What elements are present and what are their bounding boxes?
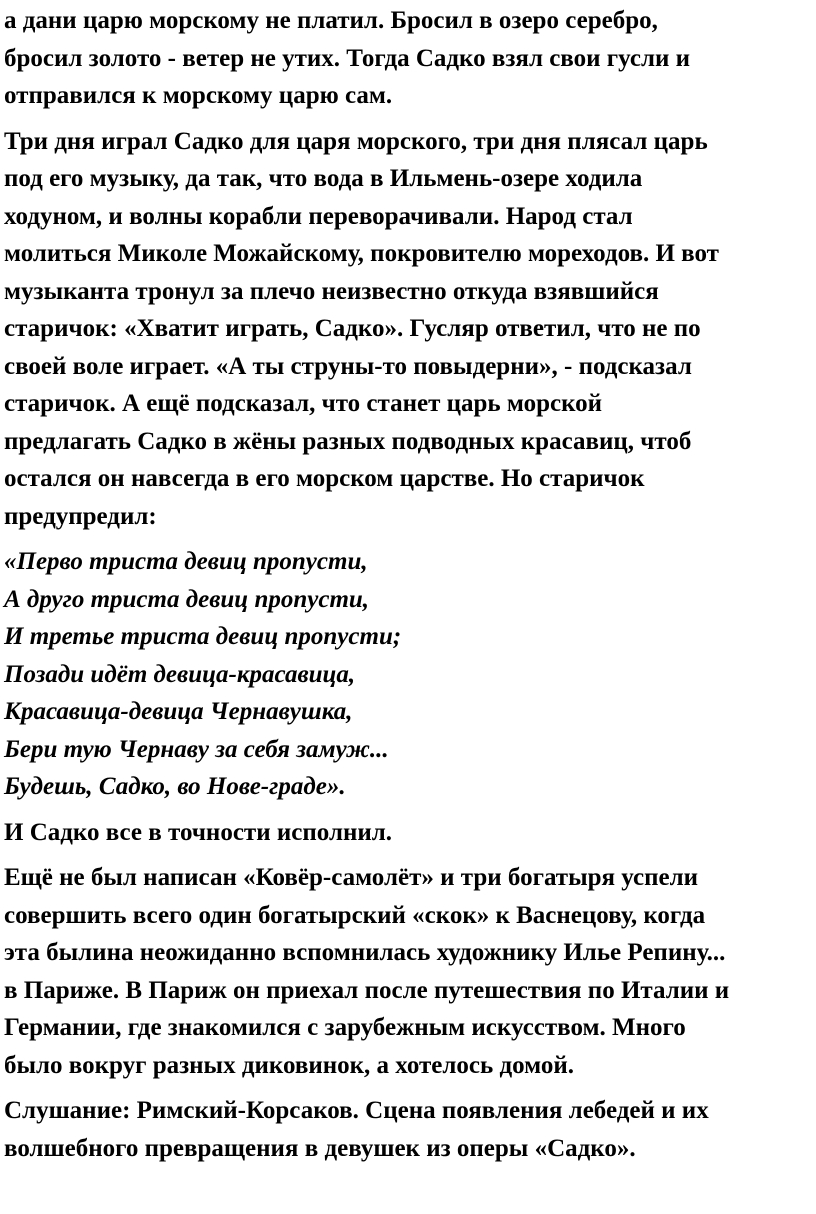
paragraph-repin [4,859,816,1084]
text-line: остался он навсегда в его морском царстве. Но старичок [4,465,645,492]
text-line: предлагать Садко в жёны разных подводных красавиц, чтоб [4,427,692,455]
poem-line: Позади идёт девица-красавица, [4,660,356,688]
text-line: своей воле играет. «А ты струны-то повыдерни», - подсказал [4,352,692,380]
text-line: эта былина неожиданно вспомнилась художнику Илье Репину... [4,939,726,966]
text-line: бросил золото - ветер не утих. Тогда Садко взял свои гусли и [4,44,691,72]
text-line: старичок. А ещё подсказал, что станет царь морской [4,390,603,417]
text-line: музыканта тронул за плечо неизвестно откуда взявшийся [4,277,659,305]
text-line: под его музыку, да так, что вода в Ильмень-озере ходила [4,165,643,192]
poem-line: Бери тую Чернаву за себя замуж... [4,735,389,763]
text-line: было вокруг разных диковинок, а хотелось домой. [4,1051,575,1079]
paragraph-fulfilled [4,814,816,852]
text-line: молиться Миколе Можайскому, покровителю мореходов. И вот [4,240,719,267]
poem-line: Будешь, Садко, во Нове-граде». [4,773,346,800]
poem-line: А друго триста девиц пропусти, [4,585,370,613]
paragraph-story [4,123,816,536]
poem-line: И третье триста девиц пропусти; [4,623,402,650]
text-line: Ещё не был написан «Ковёр-самолёт» и три богатыря успели [4,864,699,891]
text-line: волшебного превращения в девушек из оперы «Садко». [4,1134,636,1162]
text-line: Германии, где знакомился с зарубежным искусством. Много [4,1014,686,1041]
paragraph-intro [4,2,816,115]
text-line: совершить всего один богатырский «скок» к Васнецову, когда [4,901,706,929]
text-line: Три дня играл Садко для царя морского, три дня плясал царь [4,127,708,155]
poem-quote [4,543,816,806]
poem-line: Красавица-девица Чернавушка, [4,698,353,725]
text-line: старичок: «Хватит играть, Садко». Гусляр ответил, что не по [4,315,701,342]
text-line: в Париже. В Париж он приехал после путешествия по Италии и [4,976,730,1004]
text-line: Слушание: Римский-Корсаков. Сцена появления лебедей и их [4,1097,709,1124]
text-line: предупредил: [4,502,157,530]
text-line: ходуном, и волны корабли переворачивали. Народ стал [4,202,633,230]
paragraph-listening [4,1092,816,1167]
text-line: И Садко все в точности исполнил. [4,818,393,846]
text-line: отправился к морскому царю сам. [4,82,393,109]
poem-line: «Перво триста девиц пропусти, [4,548,368,575]
text-line: а дани царю морскому не платил. Бросил в озеро серебро, [4,7,658,34]
